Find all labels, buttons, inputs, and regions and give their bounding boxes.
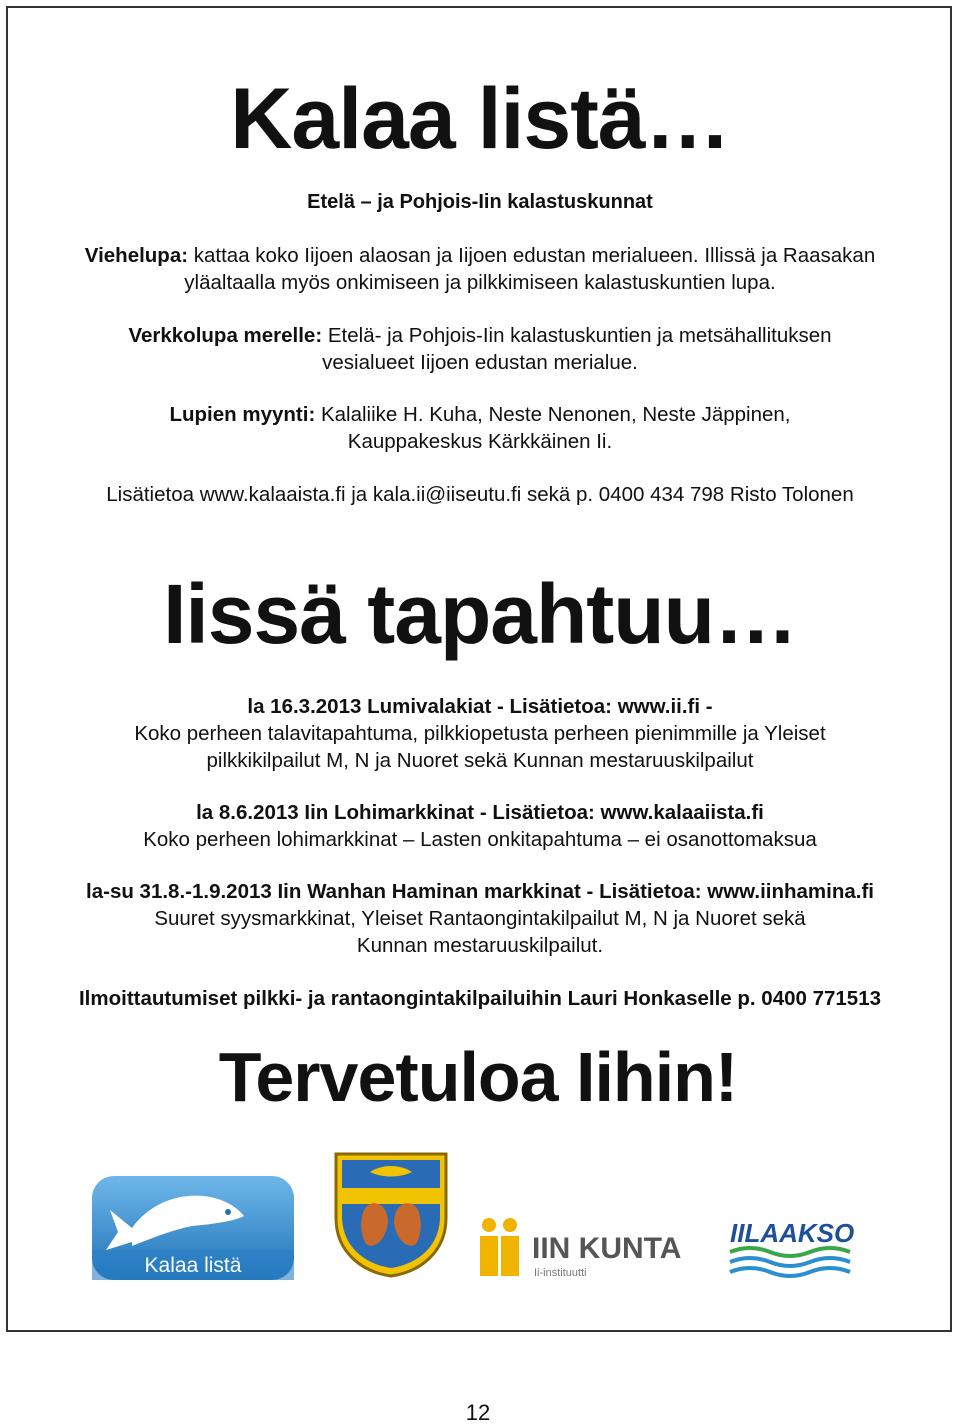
welcome-text: Tervetuloa Iihin! [218, 1038, 738, 1116]
verkkolupa-block [0, 322, 960, 376]
event-desc-line: Kunnan mestaruuskilpailut. [356, 934, 604, 957]
event-desc-line: Suuret syysmarkkinat, Yleiset Rantaongintakilpailut M, N ja Nuoret sekä [154, 907, 806, 930]
verkkolupa-label: Verkkolupa merelle: [128, 324, 323, 347]
event-title: la-su 31.8.-1.9.2013 Iin Wanhan Haminan markkinat - Lisätietoa: www.iinhamina.fi [86, 880, 874, 903]
coat-of-arms [330, 1148, 452, 1280]
event-desc-line: Koko perheen lohimarkkinat – Lasten onkitapahtuma – ei osanottomaksua [143, 828, 817, 851]
lupien-line-1: Lupien myynti: Kalaliike H. Kuha, Neste Nenonen, Neste Jäppinen, [169, 403, 791, 426]
iilaakso-text: IILAAKSO [730, 1218, 855, 1248]
event-title: la 8.6.2013 Iin Lohimarkkinat - Lisätietoa: www.kalaaiista.fi [196, 801, 764, 824]
page-title: Kalaa listä… [230, 71, 730, 167]
viehelupa-line-1: Viehelupa: kattaa koko Iijoen alaosan ja Iijoen edustan merialueen. Illissä ja Raasakan [84, 244, 876, 267]
iin-kunta-icon [476, 1216, 706, 1280]
event-2 [0, 799, 960, 853]
event-title: la 16.3.2013 Lumivalakiat - Lisätietoa: www.ii.fi - [247, 695, 713, 718]
viehelupa-line-2: yläaltaalla myös onkimiseen ja pilkkimiseen kalastuskuntien lupa. [184, 271, 776, 294]
event-1 [0, 693, 960, 774]
event-3 [0, 878, 960, 959]
fish-logo-icon [92, 1176, 294, 1280]
lupien-line-2: Kauppakeskus Kärkkäinen Ii. [347, 430, 613, 453]
kalaa-lista-logo [92, 1176, 294, 1280]
viehelupa-label: Viehelupa: [84, 244, 189, 267]
verkkolupa-line-1: Verkkolupa merelle: Etelä- ja Pohjois-Iin kalastuskuntien ja metsähallituksen [128, 324, 832, 347]
lupien-label: Lupien myynti: [169, 403, 316, 426]
verkkolupa-line-2: vesialueet Iijoen edustan merialue. [322, 351, 638, 374]
iin-kunta-subtext: Ii-instituutti [534, 1267, 587, 1279]
event-desc-line: pilkkikilpailut M, N ja Nuoret sekä Kunnan mestaruuskilpailut [206, 749, 754, 772]
iilaakso-logo [726, 1212, 862, 1282]
iin-kunta-logo [476, 1216, 706, 1280]
contact-line: Lisätietoa www.kalaaista.fi ja kala.ii@iiseutu.fi sekä p. 0400 434 798 Risto Tolonen [106, 483, 854, 506]
lupien-block [0, 401, 960, 455]
viehelupa-block [0, 242, 960, 296]
event-desc-line: Koko perheen talavitapahtuma, pilkkiopetusta perheen pienimmille ja Yleiset [134, 722, 826, 745]
page-number: 12 [465, 1400, 491, 1425]
iin-kunta-text: IIN KUNTA [532, 1232, 682, 1265]
iilaakso-icon [726, 1212, 862, 1282]
subtitle: Etelä – ja Pohjois-Iin kalastuskunnat [307, 191, 653, 213]
kalaa-lista-logo-text: Kalaa listä [144, 1254, 242, 1277]
events-heading: Iissä tapahtuu… [163, 567, 797, 661]
registration-info: Ilmoittautumiset pilkki- ja rantaongintakilpailuihin Lauri Honkaselle p. 0400 771513 [78, 987, 881, 1010]
coat-of-arms-icon [330, 1148, 452, 1280]
